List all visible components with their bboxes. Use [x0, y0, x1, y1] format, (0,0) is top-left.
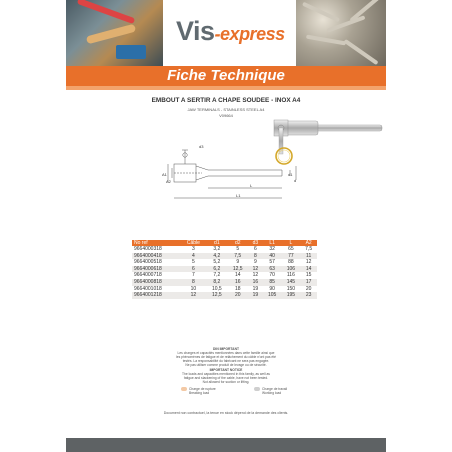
notice-fr-line: Ne pas utiliser comme produit de levage ou de sécurité.	[185, 363, 267, 367]
legend-label: Charge de travail	[262, 387, 288, 391]
cell: 3,2	[213, 246, 221, 252]
cell: 7,5	[305, 246, 313, 252]
cell: 88	[288, 259, 294, 266]
table-row	[132, 279, 317, 286]
banner-title: Fiche Technique	[167, 67, 285, 84]
cell: 12	[248, 266, 263, 273]
cell: 65	[288, 246, 294, 252]
cell: 106	[282, 266, 301, 273]
cell: 5	[192, 259, 195, 266]
cell: 77	[282, 253, 301, 260]
cell: 12,5	[206, 292, 227, 299]
header-a2: A2	[300, 240, 317, 246]
header-d3: d3	[248, 240, 263, 246]
cell: 18	[234, 285, 241, 292]
cell: 16	[248, 279, 263, 286]
legend-working-load	[254, 387, 287, 395]
table-row	[132, 292, 317, 299]
cell: 23	[300, 292, 317, 299]
header-ref: No ref	[132, 240, 180, 246]
label-d1: d1	[288, 172, 293, 177]
cell: 11	[300, 253, 317, 260]
notice-en-line: The loads and capacities mentioned in this family, as well as	[182, 372, 270, 376]
band-divider	[66, 86, 386, 90]
logo-accent: -express	[214, 24, 285, 44]
cell: 14	[234, 272, 241, 279]
table-row	[132, 272, 317, 279]
notice-en-title: IMPORTANT NOTICE	[209, 368, 243, 372]
header-d1: d1	[206, 240, 227, 246]
cell: 9664000718	[134, 272, 162, 279]
technical-drawing	[162, 140, 302, 208]
cell: 5,2	[213, 259, 221, 266]
notice-fr-line: Les charges et capacités mentionnées dans cette famille ainsi que	[177, 351, 275, 355]
table-row	[132, 253, 317, 260]
table-row	[132, 266, 317, 273]
cell: 6,2	[206, 266, 227, 273]
cell: 145	[282, 279, 301, 286]
notice-fr-line: les phénomènes de fatigue et de relâchement du câble n'ont pas été	[176, 355, 276, 359]
cell: 4	[180, 253, 206, 260]
cell: 9664000318	[134, 246, 162, 252]
dimensions-table	[132, 240, 317, 299]
cell: 150	[286, 285, 296, 292]
logo-main: Vis	[176, 16, 215, 46]
label-a2: A2	[166, 179, 171, 184]
notice-fr-title: DIN IMPORTANT	[213, 347, 239, 351]
cell: 9664000418	[132, 253, 180, 260]
cell: 9664000618	[132, 266, 180, 273]
cell: 5	[236, 246, 240, 252]
cell: 3	[192, 246, 195, 252]
cell: 10	[190, 285, 197, 292]
cell: 7,2	[213, 272, 221, 279]
cell: 7	[192, 272, 195, 279]
footer-bar	[66, 438, 386, 452]
cell: 20	[305, 285, 312, 292]
label-a1: A1	[162, 172, 167, 177]
breaking-load-icon	[181, 387, 187, 391]
header-photo-tools	[66, 0, 163, 66]
header-l: L	[282, 240, 301, 246]
product-subtitle: JAW TERMINALS - STAINLESS STEEL A4	[187, 107, 265, 112]
notice-en	[66, 368, 386, 384]
header-l1: L1	[263, 240, 282, 246]
cell: 8,2	[206, 279, 227, 286]
cell: 90	[269, 285, 275, 292]
legend-label: Working load	[262, 391, 282, 396]
cell: 20	[227, 292, 248, 299]
product-title: EMBOUT A SERTIR A CHAPE SOUDEE - INOX A4	[151, 97, 301, 104]
table-row	[132, 259, 317, 266]
cell: 105	[263, 292, 282, 299]
cell: 4,2	[206, 253, 227, 260]
header-cable: Câble	[180, 240, 206, 246]
cell: 10,5	[211, 285, 222, 292]
cell: 12	[252, 272, 259, 279]
product-ref: V09664	[219, 113, 233, 118]
label-d: d	[294, 178, 297, 183]
cell: 6	[254, 246, 257, 252]
cell: 16	[227, 279, 248, 286]
cell: 8	[248, 253, 263, 260]
notice-fr	[66, 347, 386, 367]
cell: 40	[263, 253, 282, 260]
legend-breaking-load	[181, 387, 216, 395]
cell: 9	[236, 259, 240, 266]
header	[66, 0, 386, 66]
cell: 70	[269, 272, 275, 279]
cell: 7,5	[227, 253, 248, 260]
cell: 195	[282, 292, 301, 299]
contract-disclaimer: Document non contractuel, la tenue en stock dépend de la demande des clients.	[163, 411, 289, 415]
cell: 63	[263, 266, 282, 273]
cell: 15	[305, 272, 312, 279]
table-row	[132, 286, 317, 293]
cell: 12	[305, 259, 312, 266]
cell: 9664001018	[134, 285, 162, 292]
cell: 32	[269, 246, 275, 252]
cell: 14	[300, 266, 317, 273]
cell: 9664000818	[132, 279, 180, 286]
cell: 9664000518	[134, 259, 162, 266]
label-l1: L1	[236, 193, 241, 198]
cell: 19	[252, 285, 259, 292]
cell: 85	[263, 279, 282, 286]
working-load-icon	[254, 387, 260, 391]
legend-label: Charge de rupture	[189, 387, 216, 391]
notice-en-line: Not allowed for suction or lifting.	[202, 380, 250, 384]
header-photo-screws	[296, 0, 386, 66]
notice-en-line: fatigue and slackening of the cable, have not been tested.	[183, 376, 269, 380]
label-d3: d3	[199, 144, 204, 149]
cell: 12,5	[227, 266, 248, 273]
cell: 57	[269, 259, 275, 266]
cell: 19	[248, 292, 263, 299]
cell: 8	[180, 279, 206, 286]
cell: 12	[180, 292, 206, 299]
table-row	[132, 246, 317, 253]
legend-label: Breaking load	[189, 391, 210, 396]
technical-sheet	[66, 0, 386, 452]
cell: 17	[300, 279, 317, 286]
notice-fr-line: testés. La responsabilité du fabricant ne sera pas engagée.	[182, 359, 270, 363]
label-l: L	[250, 183, 253, 188]
cell: 9664001218	[132, 292, 180, 299]
header-d2: d2	[227, 240, 248, 246]
brand-logo[interactable]	[176, 16, 285, 47]
cell: 9	[254, 259, 257, 266]
cell: 6	[180, 266, 206, 273]
cell: 116	[286, 272, 295, 279]
